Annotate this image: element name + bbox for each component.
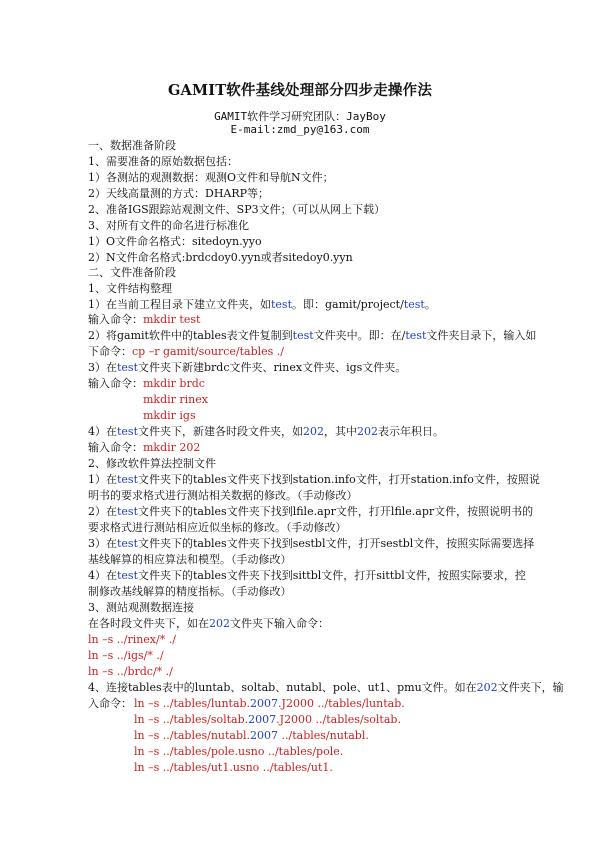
text: 文件夹下，输: [497, 681, 564, 694]
command-line: [88, 345, 528, 359]
text: 表示年积日。: [378, 425, 444, 438]
command-text: cp –r gamit/source/tables ./: [132, 345, 285, 358]
paragraph: 1、文件结构整理: [88, 282, 172, 295]
folder-name: test: [117, 505, 138, 518]
command-text: mkdir rinex: [143, 393, 208, 406]
command-text: ln –s ../tables/pole.usno ../tables/pole.: [134, 745, 344, 758]
text: 文件夹下，新建各时段文件夹，如: [138, 425, 303, 438]
command-label: 输入命令：: [88, 313, 143, 326]
text: 2）在: [88, 505, 117, 518]
command-label: 输入命令：: [88, 441, 143, 454]
section-2-heading: 二、文件准备阶段: [88, 266, 176, 279]
paragraph: [88, 473, 540, 487]
email-line: E-mail:zmd_py@163.com: [230, 123, 370, 136]
text: ，其中: [324, 425, 357, 438]
paragraph: [88, 617, 528, 631]
text: 文件夹下的tables文件夹下找到sittbl文件，打开sittbl文件，按照实际要求，控: [138, 569, 526, 582]
paragraph: 2）N文件命名格式:brdcdoy0.yyn或者sitedoy0.yyn: [88, 251, 353, 264]
paragraph: [88, 537, 535, 551]
paragraph: 基线解算的相应算法和模型。（手动修改）: [88, 553, 292, 566]
text: 1）在当前工程目录下建立文件夹，如: [88, 298, 271, 311]
text: 文件夹下的tables文件夹下找到station.info文件，打开station.info文件，按照说: [138, 473, 540, 486]
folder-name: test: [117, 425, 138, 438]
day-number: 202: [476, 681, 498, 694]
text: 4）在: [88, 425, 117, 438]
text: 文件夹目录下，输入如: [426, 329, 537, 342]
folder-name: test: [403, 298, 425, 311]
command-text: mkdir test: [143, 313, 201, 326]
text: 4）在: [88, 569, 117, 582]
text: ../tables/nutabl.: [278, 729, 369, 742]
paragraph: 3、测站观测数据连接: [88, 601, 194, 614]
text: 4、连接tables表中的luntab、soltab、nutabl、pole、ut1、pmu文件。如在: [88, 681, 477, 694]
command-line: [88, 377, 528, 391]
day-number: 202: [357, 425, 378, 438]
text: 3）在: [88, 537, 117, 550]
command-text: ln –s ../rinex/* ./: [88, 633, 176, 646]
command-line: [88, 313, 528, 327]
text: .J2000 ../tables/soltab.: [276, 713, 401, 726]
text: 文件夹下新建brdc文件夹、rinex文件夹、igs文件夹。: [138, 361, 407, 374]
text: 文件夹中。即：在/: [313, 329, 406, 342]
paragraph: 明书的要求格式进行测站相关数据的修改。（手动修改）: [88, 489, 358, 502]
paragraph: [88, 505, 534, 519]
command-text: mkdir brdc: [143, 377, 205, 390]
paragraph: [88, 361, 528, 375]
command-label: 输入命令：: [88, 377, 143, 390]
folder-name: test: [271, 298, 292, 311]
paragraph: [88, 298, 528, 312]
day-number: 202: [209, 617, 230, 630]
text: 。即：gamit/project/: [292, 298, 404, 311]
command-text: ln –s ../brdc/* ./: [88, 665, 173, 678]
folder-name: test: [117, 473, 138, 486]
paragraph: [88, 569, 528, 583]
text: 文件夹下的tables文件夹下找到sestbl文件，打开sestbl文件，按照实际需要选择: [138, 537, 535, 550]
paragraph: 1）O文件命名格式：sitedoyn.yyo: [88, 235, 262, 248]
text: 3）在: [88, 361, 117, 374]
paragraph: 2、准备IGS跟踪站观测文件、SP3文件；（可以从网上下载）: [88, 203, 386, 216]
paragraph: [88, 425, 528, 439]
paragraph: [88, 681, 564, 695]
paragraph: 3、对所有文件的命名进行标准化: [88, 219, 249, 232]
text: ln –s ../tables/soltab.: [134, 713, 249, 726]
author-line: GAMIT软件学习研究团队：JayBoy: [214, 110, 386, 123]
text: 2）将gamit软件中的tables表文件复制到: [88, 329, 293, 342]
folder-name: test: [405, 329, 427, 342]
folder-name: test: [117, 537, 138, 550]
command-text: [134, 697, 574, 711]
paragraph: 1、需要准备的原始数据包括：: [88, 155, 238, 168]
text: 1）在: [88, 473, 117, 486]
text: 下命令：: [88, 345, 132, 358]
command-text: ln –s ../tables/ut1.usno ../tables/ut1.: [134, 761, 333, 774]
paragraph: 入命令：: [88, 697, 132, 710]
day-number: 202: [303, 425, 324, 438]
text: .J2000 ../tables/luntab.: [278, 697, 405, 710]
text: 。: [424, 298, 436, 311]
text: 文件夹下的tables文件夹下找到lfile.apr文件，打开lfile.apr文件，按照说明书的: [138, 505, 534, 518]
command-text: [134, 729, 574, 743]
folder-name: test: [292, 329, 314, 342]
text: 文件夹下输入命令：: [230, 617, 329, 630]
paragraph: 2）天线高量测的方式：DHARP等；: [88, 187, 270, 200]
year-number: 2007: [250, 697, 279, 710]
command-text: [134, 713, 574, 727]
document-title: GAMIT软件基线处理部分四步走操作法: [167, 82, 433, 99]
text: ln –s ../tables/nutabl.: [134, 729, 251, 742]
paragraph: 1）各测站的观测数据：观测O文件和导航N文件；: [88, 171, 334, 184]
paragraph: 2、修改软件算法控制文件: [88, 457, 216, 470]
command-text: mkdir igs: [143, 409, 196, 422]
folder-name: test: [117, 569, 138, 582]
text: ln –s ../tables/luntab.: [134, 697, 251, 710]
year-number: 2007: [250, 729, 279, 742]
command-text: ln –s ../igs/* ./: [88, 649, 164, 662]
year-number: 2007: [248, 713, 277, 726]
command-text: mkdir 202: [143, 441, 201, 454]
text: 在各时段文件夹下，如在: [88, 617, 209, 630]
folder-name: test: [117, 361, 138, 374]
paragraph: [88, 329, 537, 343]
command-line: [88, 441, 528, 455]
section-1-heading: 一、数据准备阶段: [88, 139, 176, 152]
paragraph: 要求格式进行测站相应近似坐标的修改。（手动修改）: [88, 521, 347, 534]
paragraph: 制修改基线解算的精度指标。（手动修改）: [88, 585, 292, 598]
